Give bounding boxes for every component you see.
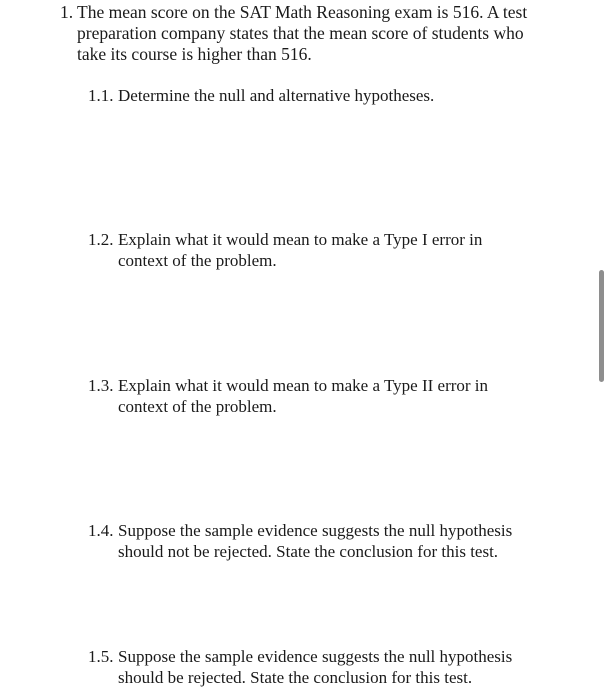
sub-question-line-1: Suppose the sample evidence suggests the null hypothesis — [118, 647, 513, 666]
sub-question-1-2 — [88, 229, 558, 271]
sub-question-line-1: Suppose the sample evidence suggests the null hypothesis — [118, 521, 513, 540]
sub-question-line-1: Explain what it would mean to make a Type II error in — [118, 376, 489, 395]
sub-question-1-3 — [88, 375, 558, 417]
sub-question-number: 1.3. — [88, 376, 114, 395]
question-number: 1. — [60, 2, 74, 22]
sub-question-line-1: Determine the null and alternative hypotheses. — [118, 86, 435, 105]
sub-question-1-1 — [88, 85, 558, 106]
sub-question-line-1: Explain what it would mean to make a Type I error in — [118, 230, 483, 249]
sub-question-line-2: should not be rejected. State the conclusion for this test. — [118, 542, 499, 561]
sub-question-number: 1.4. — [88, 521, 114, 540]
sub-question-number: 1.2. — [88, 230, 114, 249]
question-text: The mean score on the SAT Math Reasoning exam is 516. A test preparation company states that the mean score of students who take its course is higher than 516. — [77, 2, 528, 64]
sub-question-line-2: context of the problem. — [118, 251, 277, 270]
sub-question-line-2: context of the problem. — [118, 397, 277, 416]
sub-question-number: 1.1. — [88, 86, 114, 105]
sub-question-number: 1.5. — [88, 647, 114, 666]
sub-question-1-4 — [88, 520, 558, 562]
sub-question-1-5 — [88, 646, 558, 688]
question-1 — [60, 2, 540, 65]
sub-question-line-2: should be rejected. State the conclusion for this test. — [118, 668, 473, 687]
vertical-scrollbar[interactable] — [599, 270, 604, 382]
